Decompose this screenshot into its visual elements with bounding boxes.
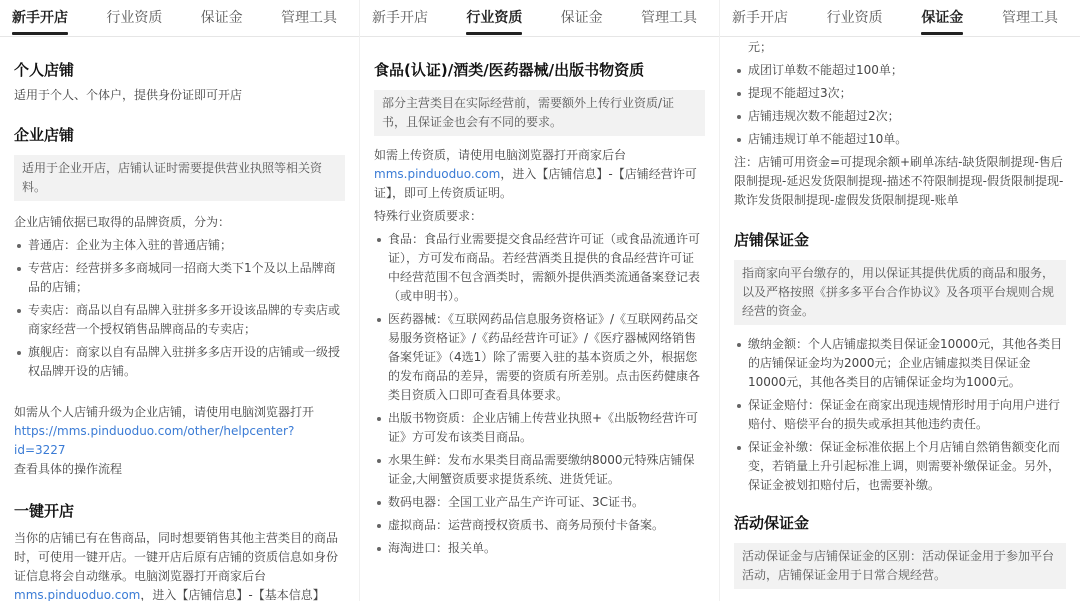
section-title-activity-deposit: 活动保证金 [734,514,810,532]
panel-deposit [720,0,1080,601]
upgrade-text-lead: 如需从个人店铺升级为企业店铺，请使用电脑浏览器打开 [14,405,315,419]
list-item: 数码电器：全国工业产品生产许可证、3C证书。 [374,493,705,512]
tab-new-store[interactable]: 新手开店 [372,9,428,26]
onekey-text [14,529,345,601]
section-title-store-deposit: 店铺保证金 [734,231,810,249]
upgrade-text-after: 查看具体的操作流程 [14,462,123,476]
list-item: 保证金赔付：保证金在商家出现违规情形时用于向用户进行赔付、赔偿平台的损失或承担其他违约责任。 [734,396,1066,434]
upload-text [374,146,705,203]
list-item: 店铺违规次数不能超过2次； [734,107,1066,126]
list-item: 食品：食品行业需要提交食品经营许可证（或食品流通许可证），方可发布商品。若经营酒类且提供的食品经营许可证中经营范围不包含酒类时，需额外提供酒类流通备案登记表（或申明书）。 [374,230,705,306]
list-item: 出版书物资质：企业店铺上传营业执照+《出版物经营许可证》方可发布该类目商品。 [374,409,705,447]
section-title-onekey: 一键开店 [14,502,75,520]
tab-management-tools[interactable]: 管理工具 [280,9,337,26]
section-title-enterprise: 企业店铺 [14,126,75,144]
panel-new-store [0,0,360,601]
list-item: 海淘进口：报关单。 [374,539,705,558]
tab-bar [360,0,719,37]
section-title-personal: 个人店铺 [14,61,75,79]
panel-content[interactable] [720,38,1080,601]
list-item: 提现不能超过3次； [734,84,1066,103]
tab-management-tools[interactable]: 管理工具 [1001,9,1058,26]
enterprise-store-types [14,236,345,381]
list-item: 保证金补缴：保证金标准依据上个月店铺自然销售额变化而变，若销量上升引起标准上调，则需要补缴保证金。另外，保证金被划扣赔付后，也需要补缴。 [734,438,1066,495]
helpcenter-link[interactable]: https://mms.pinduoduo.com/other/helpcenter?id=3227 [14,424,295,457]
tab-new-store[interactable]: 新手开店 [12,0,68,37]
section-title-special-qualification: 食品(认证)/酒类/医药器械/出版书物资质 [374,61,645,79]
panel-content[interactable] [0,38,359,601]
list-item: 水果生鲜：发布水果类目商品需要缴纳8000元特殊店铺保证金,大闸蟹资质要求提货系统、进货凭证。 [374,451,705,489]
list-item: 普通店：企业为主体入驻的普通店铺； [14,236,345,255]
tab-deposit[interactable]: 保证金 [921,0,963,37]
list-item: 店铺违规订单不能超过10单。 [734,130,1066,149]
onekey-text-lead: 当你的店铺已有在售商品，同时想要销售其他主营类目的商品时，可使用一键开店。一键开店后原有店铺的资质信息如身份证信息将会自动继承。电脑浏览器打开商家后台 [14,531,339,583]
mms-link[interactable]: mms.pinduoduo.com [374,167,501,181]
upload-text-after: ，进入【店铺信息】-【店铺经营许可证】，即可上传资质证明。 [374,167,697,200]
tab-industry-qualification[interactable]: 行业资质 [106,9,163,26]
upload-text-lead: 如需上传资质，请使用电脑浏览器打开商家后台 [374,148,627,162]
tab-industry-qualification[interactable]: 行业资质 [826,9,883,26]
enterprise-intro: 企业店铺依据已取得的品牌资质，分为： [14,215,231,229]
tab-management-tools[interactable]: 管理工具 [640,9,697,26]
tab-industry-qualification[interactable]: 行业资质 [466,0,522,37]
list-item: 专卖店：商品以自有品牌入驻拼多多开设该品牌的专卖店或商家经营一个授权销售品牌商品的专卖店； [14,301,345,339]
special-industry-list [374,230,705,558]
onekey-text-after: ，进入【店铺信息】-【基本信息】 [140,588,325,601]
list-item: 医药器械：《互联网药品信息服务资格证》/《互联网药品交易服务资格证》/《药品经营许可证》/《医疗器械网络销售备案凭证》（4选1）除了需要入驻的基本资质之外，根据您的发布商品的差异，需要的资质有所差别。点击医药健康各类目资质入口即可查看具体要求。 [374,310,705,405]
tab-deposit[interactable]: 保证金 [560,9,603,26]
panel-industry-qualification [360,0,720,601]
withdraw-limits-list [734,61,1066,149]
list-item: 专营店：经营拼多多商城同一招商大类下1个及以上品牌商品的店铺； [14,259,345,297]
tab-bar [720,0,1080,37]
tab-new-store[interactable]: 新手开店 [732,9,788,26]
qualification-note: 部分主营类目在实际经营前，需要额外上传行业资质/证书，且保证金也会有不同的要求。 [374,90,705,136]
personal-desc: 适用于个人、个体户，提供身份证即可开店 [14,88,243,102]
store-deposit-note: 指商家向平台缴存的，用以保证其提供优质的商品和服务，以及严格按照《拼多多平台合作协议》及各项平台规则合规经营的资金。 [734,260,1066,325]
store-deposit-list [734,335,1066,495]
tab-bar [0,0,359,37]
list-item: 成团订单数不能超过100单； [734,61,1066,80]
activity-deposit-note: 活动保证金与店铺保证金的区别：活动保证金用于参加平台活动，店铺保证金用于日常合规经营。 [734,543,1066,589]
enterprise-note: 适用于企业开店，店铺认证时需要提供营业执照等相关资料。 [14,155,345,201]
mms-link[interactable]: mms.pinduoduo.com [14,588,141,601]
scrolled-fragment: 元； [748,40,773,54]
upgrade-text [14,403,345,479]
panel-content[interactable] [360,38,719,601]
list-item: 旗舰店：商家以自有品牌入驻拼多多店开设的店铺或一级授权品牌开设的店铺。 [14,343,345,381]
list-item: 虚拟商品：运营商授权资质书、商务局预付卡备案。 [374,516,705,535]
tab-deposit[interactable]: 保证金 [200,9,243,26]
list-item: 缴纳金额：个人店铺虚拟类目保证金10000元，其他各类目的店铺保证金均为2000元；企业店铺虚拟类目保证金10000元，其他各类目的店铺保证金均为1000元。 [734,335,1066,392]
special-intro: 特殊行业资质要求： [374,209,483,223]
available-funds-note: 注：店铺可用资金=可提现余额+刷单冻结-缺货限制提现-售后限制提现-延迟发货限制提现-描述不符限制提现-假货限制提现-欺诈发货限制提现-虚假发货限制提现-账单 [734,155,1064,207]
